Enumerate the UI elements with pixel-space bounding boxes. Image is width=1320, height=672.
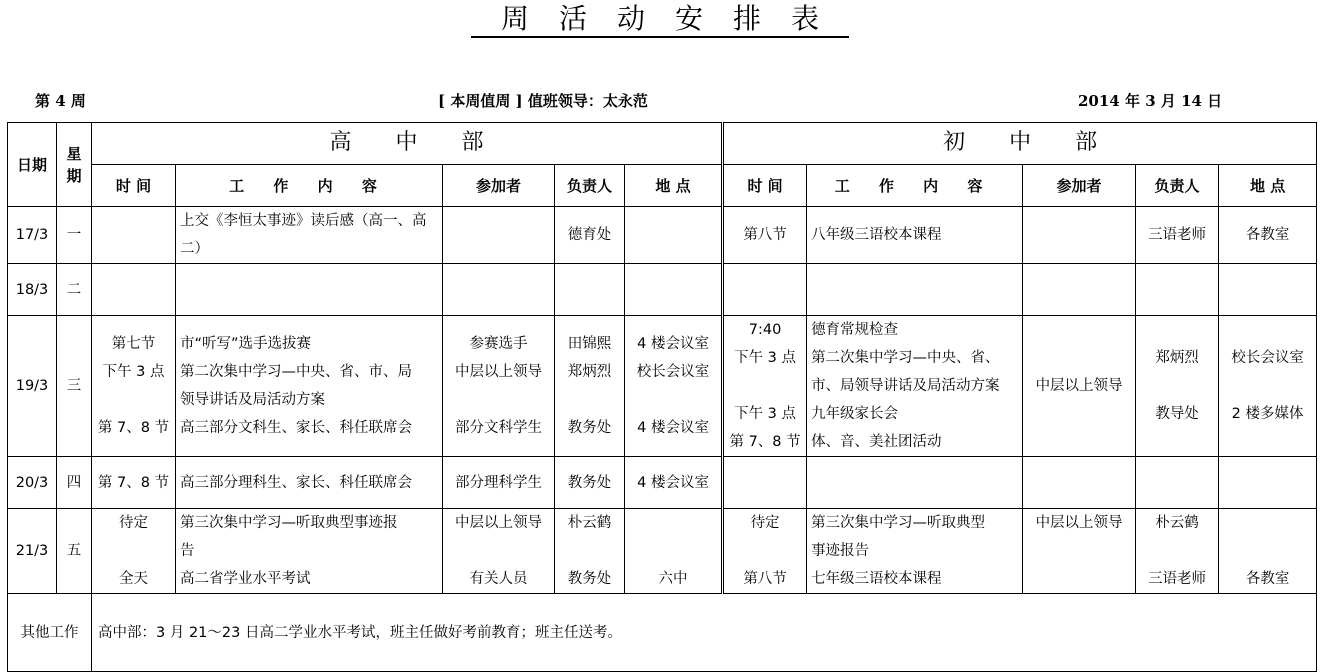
j-place-cell: 各教室 [1219, 509, 1317, 594]
h-time-cell: 待定 全天 [92, 509, 176, 594]
col-date-header: 日期 [8, 123, 57, 207]
h-place-cell [625, 207, 723, 264]
row-date: 21/3 [8, 509, 57, 594]
h-place-cell: 4 楼会议室 [625, 457, 723, 509]
j-time-cell: 第八节 [723, 207, 807, 264]
row-date: 17/3 [8, 207, 57, 264]
row-weekday: 五 [57, 509, 92, 594]
h-participants-cell [443, 207, 555, 264]
schedule-table [7, 122, 1317, 672]
h-owner-cell: 教务处 [555, 457, 625, 509]
h-content-cell: 上交《李恒太事迹》读后感（高一、高二） [176, 207, 443, 264]
h-owner-cell: 德育处 [555, 207, 625, 264]
j-time-cell: 7:40 下午 3 点 下午 3 点 第 7、8 节 [723, 316, 807, 457]
h-content-cell: 第三次集中学习—听取典型事迹报 告 高二省学业水平考试 [176, 509, 443, 594]
report-date: 2014 年 3 月 14 日 [1078, 92, 1223, 110]
j-owner-header: 负责人 [1136, 165, 1219, 207]
page-title: 周活动安排表 [0, 2, 1320, 38]
j-participants-cell: 中层以上领导 [1023, 509, 1136, 594]
other-work-text: 高中部：3 月 21～23 日高二学业水平考试，班主任做好考前教育；班主任送考。 [92, 594, 1317, 672]
j-place-cell: 各教室 [1219, 207, 1317, 264]
row-weekday: 四 [57, 457, 92, 509]
row-date: 18/3 [8, 264, 57, 316]
j-owner-cell: 郑炳烈 教导处 [1136, 316, 1219, 457]
h-time-cell: 第 7、8 节 [92, 457, 176, 509]
j-content-cell: 德育常规检查 第二次集中学习—中央、省、 市、局领导讲话及局活动方案 九年级家长会 体、音、美社团活动 [807, 316, 1023, 457]
h-time-header: 时 间 [92, 165, 176, 207]
j-participants-cell [1023, 207, 1136, 264]
table-row [8, 509, 1317, 594]
junior-school-header: 初中部 [723, 123, 1317, 165]
week-number: 第 4 周 [35, 92, 86, 110]
j-time-header: 时 间 [723, 165, 807, 207]
table-row [8, 457, 1317, 509]
other-work-label: 其他工作 [8, 594, 92, 672]
j-content-cell: 八年级三语校本课程 [807, 207, 1023, 264]
duty-leader: [ 本周值周 ] 值班领导：太永范 [438, 92, 648, 110]
table-row [8, 264, 1317, 316]
j-owner-cell: 朴云鹤 三语老师 [1136, 509, 1219, 594]
row-date: 19/3 [8, 316, 57, 457]
h-time-cell [92, 207, 176, 264]
table-row [8, 316, 1317, 457]
j-owner-cell: 三语老师 [1136, 207, 1219, 264]
h-content-cell: 高三部分理科生、家长、科任联席会 [176, 457, 443, 509]
h-place-cell: 4 楼会议室 校长会议室 4 楼会议室 [625, 316, 723, 457]
j-place-header: 地 点 [1219, 165, 1317, 207]
other-work-row [8, 594, 1317, 672]
row-weekday: 一 [57, 207, 92, 264]
high-school-header: 高中部 [92, 123, 723, 165]
j-place-cell: 校长会议室 2 楼多媒体 [1219, 316, 1317, 457]
h-owner-cell: 朴云鹤 教务处 [555, 509, 625, 594]
h-place-header: 地 点 [625, 165, 723, 207]
h-content-header: 工 作 内 容 [176, 165, 443, 207]
j-content-header: 工 作 内 容 [807, 165, 1023, 207]
h-participants-header: 参加者 [443, 165, 555, 207]
j-participants-header: 参加者 [1023, 165, 1136, 207]
j-time-cell: 待定 第八节 [723, 509, 807, 594]
row-weekday: 二 [57, 264, 92, 316]
h-place-cell: 六中 [625, 509, 723, 594]
j-participants-cell: 中层以上领导 [1023, 316, 1136, 457]
h-owner-header: 负责人 [555, 165, 625, 207]
h-owner-cell: 田锦熙 郑炳烈 教务处 [555, 316, 625, 457]
h-participants-cell: 参赛选手 中层以上领导 部分文科学生 [443, 316, 555, 457]
h-participants-cell: 部分理科学生 [443, 457, 555, 509]
h-content-cell: 市“听写”选手选拔赛 第二次集中学习—中央、省、市、局 领导讲话及局活动方案 高三部分文科生、家长、科任联席会 [176, 316, 443, 457]
row-date: 20/3 [8, 457, 57, 509]
h-time-cell: 第七节 下午 3 点 第 7、8 节 [92, 316, 176, 457]
table-row [8, 207, 1317, 264]
h-participants-cell: 中层以上领导 有关人员 [443, 509, 555, 594]
row-weekday: 三 [57, 316, 92, 457]
col-weekday-header: 星期 [57, 123, 92, 207]
j-content-cell: 第三次集中学习—听取典型 事迹报告 七年级三语校本课程 [807, 509, 1023, 594]
